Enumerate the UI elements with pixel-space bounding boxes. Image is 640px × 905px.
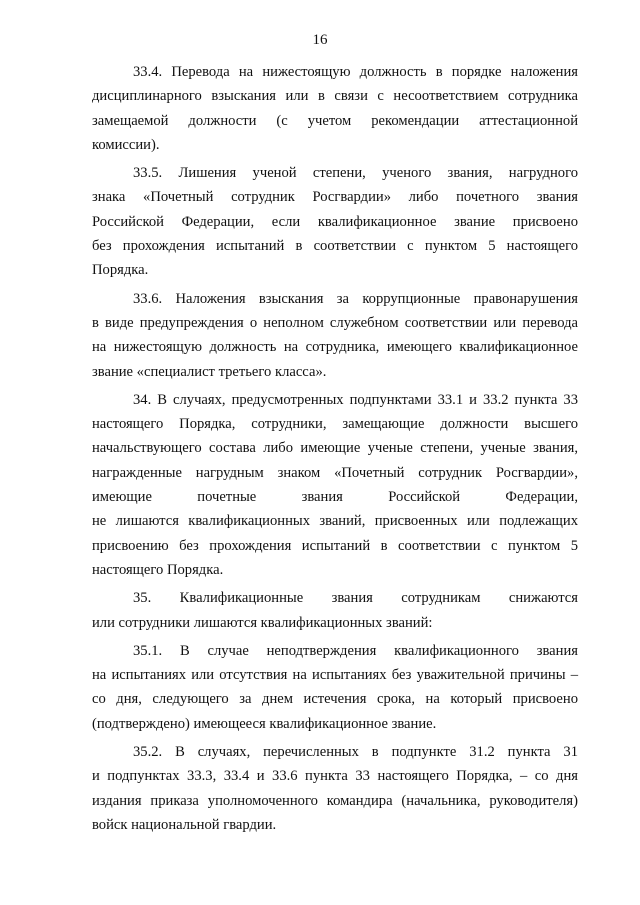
- text-line: в виде предупреждения о неполном служебном соответствии или перевода: [92, 314, 578, 331]
- text-line: Порядка.: [92, 262, 149, 279]
- text-line: 33.5. Лишения ученой степени, ученого звания, нагрудного: [133, 165, 578, 182]
- text-line: замещаемой должности (с учетом рекомендации аттестационной: [92, 112, 578, 129]
- text-line: на испытаниях или отсутствия на испытаниях без уважительной причины –: [92, 667, 578, 684]
- text-line: присвоению без прохождения испытаний в соответствии с пунктом 5: [92, 537, 578, 554]
- text-line: 33.4. Перевода на нижестоящую должность в порядке наложения: [133, 64, 578, 80]
- text-line: (подтверждено) имеющееся квалификационное звание.: [92, 715, 437, 732]
- text-line: настоящего Порядка, сотрудники, замещающие должности высшего: [92, 416, 578, 433]
- paragraph-33-5: [92, 161, 578, 282]
- page-number: 16: [312, 32, 328, 48]
- text-line: со дня, следующего за днем истечения срока, на который присвоено: [92, 691, 578, 708]
- paragraph-35-2: [92, 740, 578, 837]
- text-line: войск национальной гвардии.: [92, 816, 277, 833]
- text-line: 33.6. Наложения взыскания за коррупционные правонарушения: [133, 290, 578, 307]
- text-line: Российской Федерации, если квалификационное звание присвоено: [92, 213, 578, 230]
- text-line: 35.1. В случае неподтверждения квалификационного звания: [133, 642, 578, 659]
- text-line: не лишаются квалификационных званий, присвоенных или подлежащих: [92, 513, 578, 530]
- document-body: [92, 60, 578, 841]
- paragraph-35-1: [92, 639, 578, 736]
- text-line: 35. Квалификационные звания сотрудникам снижаются: [133, 590, 578, 607]
- text-line: или сотрудники лишаются квалификационных званий:: [92, 614, 433, 631]
- paragraph-33-4: [92, 60, 578, 157]
- text-line: 35.2. В случаях, перечисленных в подпункте 31.2 пункта 31: [133, 744, 578, 761]
- text-line: звание «специалист третьего класса».: [92, 363, 327, 380]
- text-line: 34. В случаях, предусмотренных подпунктами 33.1 и 33.2 пункта 33: [133, 391, 578, 408]
- paragraph-35: [92, 586, 578, 635]
- text-line: знака «Почетный сотрудник Росгвардии» либо почетного звания: [92, 189, 578, 206]
- text-line: дисциплинарного взыскания или в связи с несоответствием сотрудника: [92, 88, 578, 105]
- text-line: на нижестоящую должность на сотрудника, имеющего квалификационное: [92, 339, 578, 356]
- text-line: настоящего Порядка.: [92, 561, 224, 578]
- text-line: имеющие почетные звания Российской Федерации,: [92, 489, 578, 506]
- text-line: комиссии).: [92, 136, 160, 153]
- text-line: и подпунктах 33.3, 33.4 и 33.6 пункта 33 настоящего Порядка, – со дня: [92, 768, 578, 785]
- text-line: начальствующего состава либо имеющие ученые степени, ученые звания,: [92, 440, 578, 457]
- text-line: издания приказа уполномоченного командира (начальника, руководителя): [92, 792, 578, 809]
- paragraph-33-6: [92, 287, 578, 384]
- text-line: награжденные нагрудным знаком «Почетный сотрудник Росгвардии»,: [92, 464, 578, 481]
- text-line: без прохождения испытаний в соответствии с пунктом 5 настоящего: [92, 238, 578, 255]
- paragraph-34: [92, 388, 578, 582]
